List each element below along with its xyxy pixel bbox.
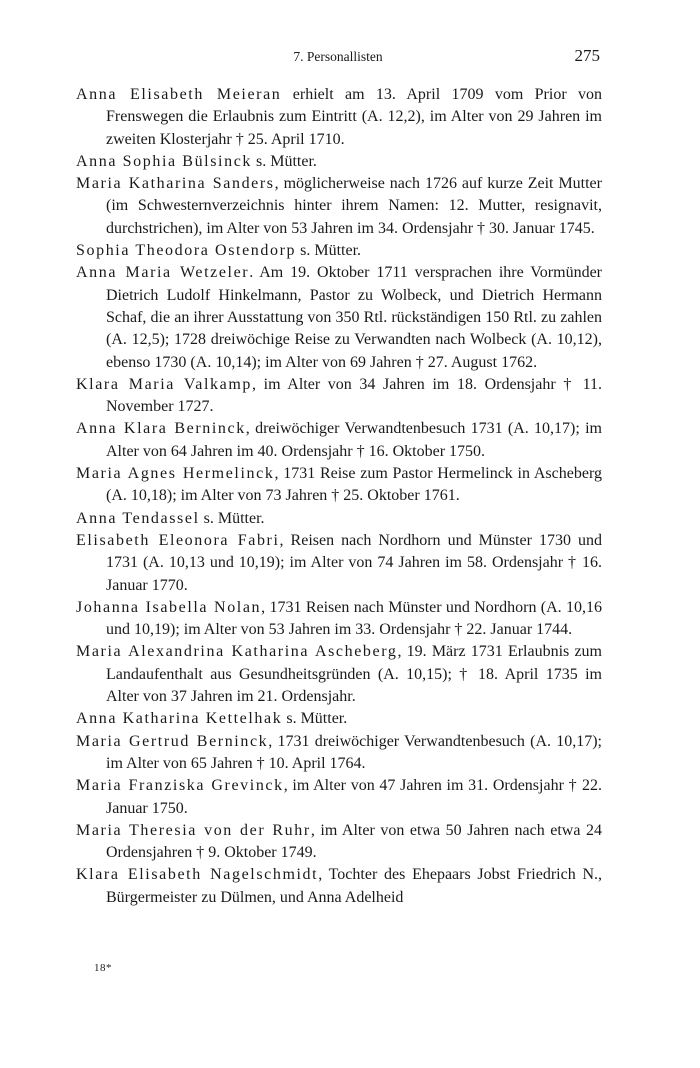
person-name: Sophia Theodora Ostendorp xyxy=(76,242,297,260)
page-number: 275 xyxy=(574,46,600,65)
list-entry xyxy=(76,820,602,865)
person-name: Maria Katharina Sanders xyxy=(76,175,275,193)
list-entry xyxy=(76,508,602,530)
entry-text: , im Alter von 47 Jahren im 31. Ordensjahr † 22. Januar 1750. xyxy=(106,777,602,817)
person-name: Elisabeth Eleonora Fabri xyxy=(76,531,280,549)
entry-text: , im Alter von etwa 50 Jahren nach etwa 24 Ordensjahren † 9. Oktober 1749. xyxy=(106,821,603,862)
entry-text: , möglicherweise nach 1726 auf kurze Zeit Mutter (im Schwesternverzeichnis hinter ihrem Namen: 12. Mutter, resignavit, durchstrichen), im Alter von 53 Jahren im 34. Ordensjahr † 30. Januar 1745. xyxy=(106,175,602,237)
person-name: Maria Gertrud Berninck xyxy=(76,732,269,750)
list-entry xyxy=(76,864,602,909)
entry-text: , Tochter des Ehepaars Jobst Friedrich N., Bürgermeister zu Dülmen, und Anna Adelheid xyxy=(106,866,602,906)
person-name: Maria Theresia von der Ruhr xyxy=(76,821,311,839)
list-entry xyxy=(76,173,602,240)
person-name: Anna Elisabeth Meieran xyxy=(76,86,282,103)
person-name: Klara Elisabeth Nagelschmidt xyxy=(76,866,319,884)
entry-text: s. Mütter. xyxy=(199,509,265,527)
person-name: Klara Maria Valkamp xyxy=(76,375,252,393)
person-name: Anna Tendassel xyxy=(76,509,200,527)
list-entry xyxy=(76,240,602,262)
list-entry xyxy=(76,151,602,173)
list-entry xyxy=(76,262,602,373)
person-name: Anna Sophia Bülsinck xyxy=(76,152,252,170)
entry-text: s. Mütter. xyxy=(282,710,348,728)
section-title: 7. Personallisten xyxy=(293,49,383,64)
entry-text: s. Mütter. xyxy=(252,152,317,170)
entry-text: , 1731 Reise zum Pastor Hermelinck in Ascheberg (A. 10,18); im Alter von 73 Jahren † 25. Oktober 1761. xyxy=(106,465,602,505)
person-name: Anna Klara Berninck xyxy=(76,420,246,438)
list-entry xyxy=(76,463,602,508)
signature-mark: 18* xyxy=(94,962,112,974)
personnel-list xyxy=(76,84,602,909)
person-name: Anna Katharina Kettelhak xyxy=(76,710,283,728)
list-entry xyxy=(76,775,602,820)
list-entry xyxy=(76,641,602,708)
list-entry xyxy=(76,530,602,597)
entry-text: erhielt am 13. April 1709 vom Prior von Frenswegen die Erlaubnis zum Eintritt (A. 12,2), im Alter von 29 Jahren im zweiten Klosterjahr † 25. April 1710. xyxy=(106,86,603,148)
entry-text: . Am 19. Oktober 1711 versprachen ihre Vormünder Dietrich Ludolf Hinkelmann, Pastor zu Wolbeck, und Dietrich Hermann Schaf, die an ihrer Ausstattung von 350 Rtl. rückständigen 150 Rtl. zu zahlen (A. 12,5); 1728 dreiwöchige Reise zu Verwandten nach Wolbeck (A. 10,12), ebenso 1730 (A. 10,14); im Alter von 69 Jahren † 27. August 1762. xyxy=(106,264,603,371)
entry-text: s. Mütter. xyxy=(296,242,362,260)
list-entry xyxy=(76,731,602,776)
entry-text: , 1731 dreiwöchiger Verwandtenbesuch (A. 10,17); im Alter von 65 Jahren † 10. April 1764. xyxy=(106,732,602,772)
list-entry xyxy=(76,597,602,642)
running-header xyxy=(76,44,600,70)
entry-text: , 19. März 1731 Erlaubnis zum Landaufenthalt aus Gesundheitsgründen (A. 10,15); † 18. April 1735 im Alter von 37 Jahren im 21. Ordensjahr. xyxy=(106,643,603,706)
list-entry xyxy=(76,418,602,463)
list-entry xyxy=(76,84,602,151)
entry-text: , dreiwöchiger Verwandtenbesuch 1731 (A. 10,17); im Alter von 64 Jahren im 40. Ordensjahr † 16. Oktober 1750. xyxy=(106,420,602,460)
list-entry xyxy=(76,374,602,419)
person-name: Anna Maria Wetzeler xyxy=(76,264,250,282)
entry-text: , im Alter von 34 Jahren im 18. Ordensjahr † 11. November 1727. xyxy=(106,375,602,416)
list-entry xyxy=(76,708,602,730)
entry-text: , 1731 Reisen nach Münster und Nordhorn (A. 10,16 und 10,19); im Alter von 53 Jahren im 33. Ordensjahr † 22. Januar 1744. xyxy=(106,598,603,639)
person-name: Maria Agnes Hermelinck xyxy=(76,465,275,483)
person-name: Maria Franziska Grevinck xyxy=(76,777,284,795)
person-name: Johanna Isabella Nolan xyxy=(76,598,262,616)
entry-text: , Reisen nach Nordhorn und Münster 1730 und 1731 (A. 10,13 und 10,19); im Alter von 74 Jahren im 58. Ordensjahr † 16. Januar 1770. xyxy=(106,531,602,594)
person-name: Maria Alexandrina Katharina Ascheberg xyxy=(76,643,398,661)
